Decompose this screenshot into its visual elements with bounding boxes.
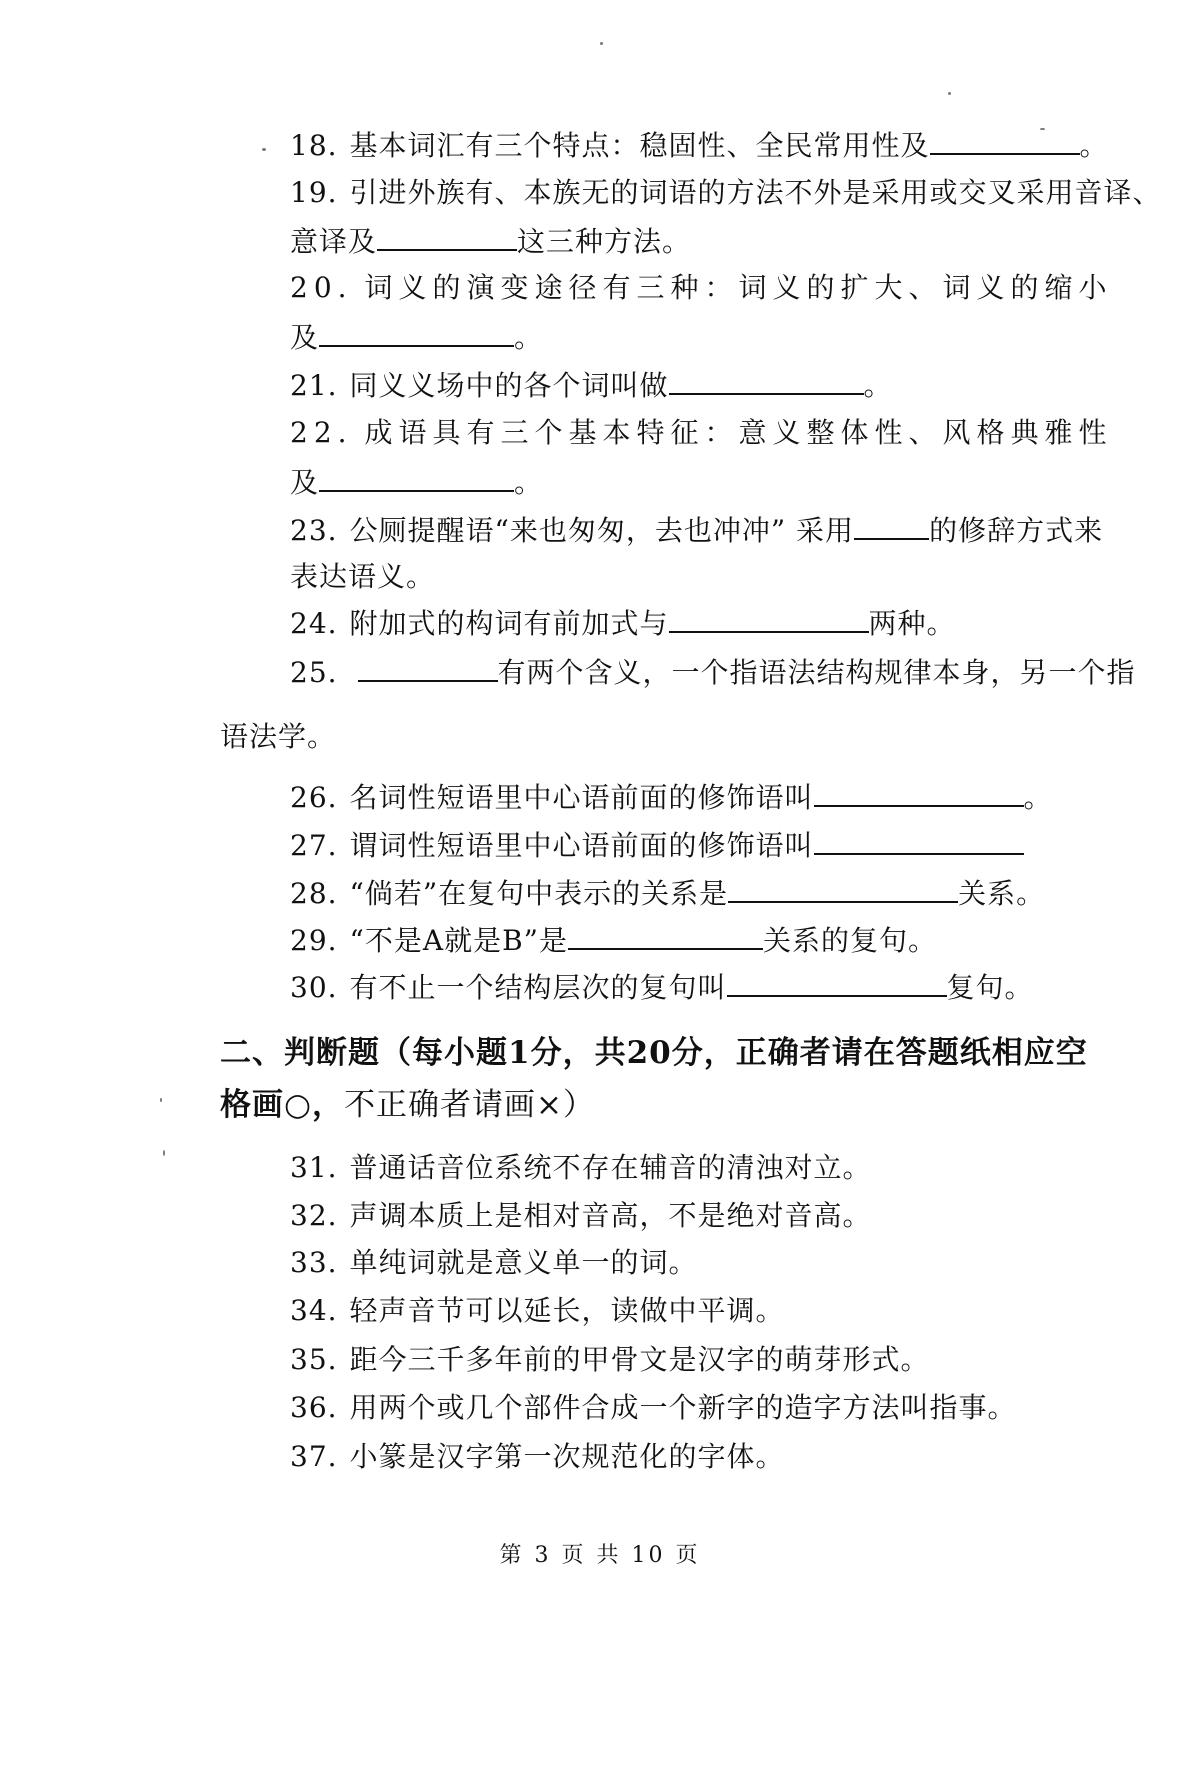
answer-blank[interactable]	[669, 603, 869, 633]
question-19-continued	[290, 221, 691, 262]
question-number: 29.	[290, 924, 338, 957]
question-text: 名词性短语里中心语前面的修饰语叫	[349, 781, 814, 814]
question-text-end: 。	[1023, 781, 1053, 814]
question-text-end: 。	[863, 369, 893, 402]
question-text-end: 这三种方法。	[517, 225, 692, 258]
question-number: 35.	[290, 1343, 338, 1376]
question-text: 意译及	[290, 225, 378, 258]
answer-blank[interactable]	[814, 777, 1024, 807]
question-26	[290, 777, 1053, 818]
question-text-end: 两种。	[868, 607, 956, 640]
question-text: 同义义场中的各个词叫做	[349, 369, 669, 402]
question-number: 20.	[290, 271, 353, 304]
answer-blank[interactable]	[319, 317, 514, 347]
question-number: 36.	[290, 1391, 338, 1424]
scan-speck	[262, 148, 266, 151]
question-text: 公厕提醒语“来也匆匆，去也冲冲” 采用	[349, 514, 855, 547]
judgment-item	[290, 1148, 872, 1188]
judgment-text: 小篆是汉字第一次规范化的字体。	[349, 1440, 785, 1473]
question-30	[290, 967, 1034, 1008]
question-23	[290, 510, 1103, 551]
question-text: 有两个含义，一个指语法结构规律本身，另一个指	[497, 656, 1136, 689]
question-number: 28.	[290, 877, 338, 910]
answer-blank[interactable]	[568, 920, 763, 950]
question-23-continued	[290, 557, 435, 597]
question-text: 基本词汇有三个特点：稳固性、全民常用性及	[349, 129, 930, 162]
question-20	[290, 268, 1113, 308]
question-27	[290, 825, 1024, 866]
question-24	[290, 603, 956, 644]
judgment-item	[290, 1388, 1017, 1428]
answer-blank[interactable]	[319, 462, 514, 492]
answer-blank[interactable]	[727, 967, 947, 997]
scan-speck	[948, 92, 951, 95]
answer-blank[interactable]	[814, 825, 1024, 855]
question-29	[290, 920, 937, 961]
question-25	[290, 652, 1136, 693]
answer-blank[interactable]	[358, 652, 498, 682]
judgment-text: 单纯词就是意义单一的词。	[349, 1246, 698, 1279]
answer-blank[interactable]	[854, 510, 929, 540]
question-number: 22.	[290, 416, 353, 449]
question-number: 34.	[290, 1294, 338, 1327]
section-title-line2	[220, 1079, 1140, 1131]
question-number: 30.	[290, 971, 338, 1004]
judgment-item	[290, 1437, 785, 1477]
scan-speck	[163, 1150, 165, 1156]
question-number: 31.	[290, 1151, 338, 1184]
judgment-text: 距今三千多年前的甲骨文是汉字的萌芽形式。	[349, 1343, 930, 1376]
answer-blank[interactable]	[930, 125, 1080, 155]
question-number: 23.	[290, 514, 338, 547]
question-text-end: 的修辞方式来	[929, 514, 1104, 547]
question-number: 37.	[290, 1440, 338, 1473]
question-text: “不是A就是B”是	[349, 924, 568, 957]
question-number: 32.	[290, 1199, 338, 1232]
judgment-text: 轻声音节可以延长，读做中平调。	[349, 1294, 785, 1327]
question-number: 21.	[290, 369, 338, 402]
question-text-end: 。	[1079, 129, 1109, 162]
question-25-continued	[220, 717, 336, 757]
question-19	[290, 173, 1162, 213]
question-text-end: 关系。	[958, 877, 1046, 910]
question-text: 有不止一个结构层次的复句叫	[349, 971, 727, 1004]
section-title-rest: 不正确者请画×）	[344, 1087, 596, 1123]
question-text-end: 关系的复句。	[762, 924, 937, 957]
question-28	[290, 873, 1045, 914]
question-number: 18.	[290, 129, 338, 162]
question-number: 27.	[290, 829, 338, 862]
question-number: 24.	[290, 607, 338, 640]
scan-speck	[600, 42, 603, 45]
question-text-end: 。	[514, 321, 544, 354]
question-22-continued	[290, 462, 543, 503]
question-text: 语法学。	[220, 720, 337, 753]
answer-blank[interactable]	[377, 221, 517, 251]
page-number-footer: 第 3 页 共 10 页	[499, 1543, 701, 1568]
question-number: 26.	[290, 781, 338, 814]
judgment-item	[290, 1340, 930, 1380]
answer-blank[interactable]	[669, 365, 864, 395]
question-22	[290, 413, 1113, 453]
section-heading-judgment	[220, 1027, 1140, 1131]
question-20-continued	[290, 317, 543, 358]
question-text-end: 。	[514, 466, 544, 499]
scan-speck	[1040, 128, 1045, 130]
section-title-line1: 二、判断题（每小题1分，共20分，正确者请在答题纸相应空	[220, 1035, 1088, 1071]
question-text: 谓词性短语里中心语前面的修饰语叫	[349, 829, 814, 862]
question-text: “倘若”在复句中表示的关系是	[349, 877, 729, 910]
judgment-text: 用两个或几个部件合成一个新字的造字方法叫指事。	[349, 1391, 1017, 1424]
question-number: 33.	[290, 1246, 338, 1279]
question-number: 25.	[290, 656, 338, 689]
judgment-text: 普通话音位系统不存在辅音的清浊对立。	[349, 1151, 872, 1184]
question-18	[290, 125, 1109, 166]
question-text: 表达语义。	[290, 560, 436, 593]
answer-blank[interactable]	[728, 873, 958, 903]
question-text: 引进外族有、本族无的词语的方法不外是采用或交叉采用音译、	[349, 176, 1162, 209]
question-text: 词义的演变途径有三种：词义的扩大、词义的缩小	[364, 271, 1113, 304]
question-text: 及	[290, 321, 320, 354]
section-title-bold: 格画○，	[220, 1087, 345, 1123]
judgment-item	[290, 1196, 872, 1236]
question-21	[290, 365, 893, 406]
question-text: 成语具有三个基本特征：意义整体性、风格典雅性	[364, 416, 1113, 449]
question-text: 及	[290, 466, 320, 499]
question-text: 附加式的构词有前加式与	[349, 607, 669, 640]
judgment-item	[290, 1243, 698, 1283]
question-text-end: 复句。	[946, 971, 1034, 1004]
judgment-item	[290, 1291, 785, 1331]
question-number: 19.	[290, 176, 338, 209]
scan-speck	[160, 1098, 162, 1102]
judgment-text: 声调本质上是相对音高，不是绝对音高。	[349, 1199, 872, 1232]
